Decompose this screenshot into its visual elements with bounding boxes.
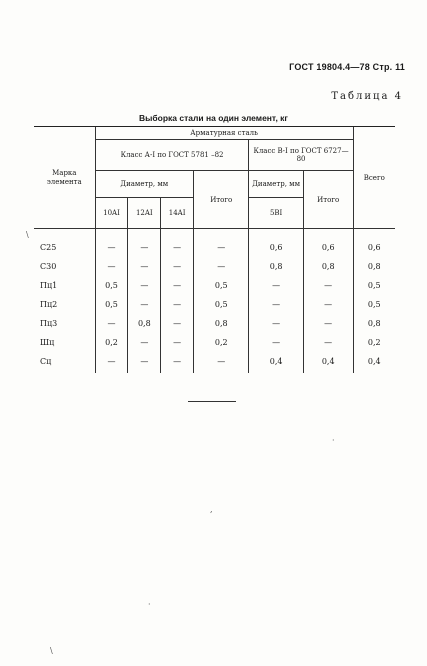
cell-10ai: — [95,314,128,333]
cell-grand-total: 0,5 [353,276,395,295]
cell-14ai: — [161,295,194,314]
header-diam-10ai: 10AI [95,198,128,229]
cell-total-b: — [303,314,353,333]
cell-10ai: 0,5 [95,295,128,314]
header-diam-5bi: 5ВI [249,198,303,229]
header-diam-12ai: 12AI [128,198,161,229]
cell-mark: Пц2 [40,300,58,310]
scan-mark: · [148,600,151,609]
cell-12ai: — [128,229,161,258]
end-rule [188,401,236,402]
cell-14ai: — [161,314,194,333]
cell-14ai: — [161,257,194,276]
table-row [34,314,395,333]
cell-5bi: — [249,314,303,333]
cell-12ai: — [128,276,161,295]
cell-grand-total: 0,8 [353,314,395,333]
header-diameter-b: Диаметр, мм [249,171,303,198]
cell-5bi: — [249,295,303,314]
scan-mark: \ [50,646,53,655]
cell-12ai: 0,8 [128,314,161,333]
cell-14ai: — [161,352,194,373]
cell-total-a: 0,2 [194,333,249,352]
table-number-label: Таблица 4 [331,91,403,102]
header-total-b: Итого [303,171,353,229]
cell-mark: С25 [40,243,57,253]
cell-10ai: — [95,257,128,276]
header-class-a1: Класс А-I по ГОСТ 5781 –82 [95,140,249,171]
cell-14ai: — [161,333,194,352]
table-row [34,257,395,276]
header-total-a: Итого [194,171,249,229]
cell-grand-total: 0,2 [353,333,395,352]
cell-12ai: — [128,352,161,373]
cell-10ai: 0,5 [95,276,128,295]
header-diameter-a: Диаметр, мм [95,171,193,198]
header-diam-14ai: 14AI [161,198,194,229]
cell-mark: Пц3 [40,319,58,329]
header-grand-total: Всего [353,127,395,229]
cell-total-a: — [194,257,249,276]
cell-total-a: 0,5 [194,276,249,295]
table-row [34,295,395,314]
cell-12ai: — [128,257,161,276]
cell-5bi: — [249,276,303,295]
cell-mark: С30 [40,262,57,272]
gost-page-ref: ГОСТ 19804.4—78 Стр. 11 [289,62,405,72]
table-row [34,229,395,258]
cell-grand-total: 0,8 [353,257,395,276]
header-mark: Марка элемента [34,127,95,229]
cell-12ai: — [128,295,161,314]
cell-5bi: 0,8 [249,257,303,276]
cell-grand-total: 0,4 [353,352,395,373]
cell-mark: Сц [40,357,52,367]
cell-total-b: 0,8 [303,257,353,276]
scan-mark: , [210,505,213,514]
header-class-b1: Класс В-I по ГОСТ 6727—80 [249,140,353,171]
cell-10ai: — [95,229,128,258]
cell-10ai: 0,2 [95,333,128,352]
cell-mark: Шц [40,338,55,348]
scan-mark: \ [26,230,29,239]
cell-total-b: 0,4 [303,352,353,373]
table-row [34,333,395,352]
cell-total-b: — [303,276,353,295]
cell-5bi: — [249,333,303,352]
cell-grand-total: 0,5 [353,295,395,314]
cell-total-a: — [194,229,249,258]
cell-14ai: — [161,276,194,295]
scan-mark: · [332,436,335,445]
cell-10ai: — [95,352,128,373]
cell-total-b: — [303,333,353,352]
table-row [34,352,395,373]
cell-total-b: — [303,295,353,314]
cell-grand-total: 0,6 [353,229,395,258]
table-title: Выборка стали на один элемент, кг [139,113,288,123]
cell-total-b: 0,6 [303,229,353,258]
cell-total-a: 0,5 [194,295,249,314]
cell-total-a: 0,8 [194,314,249,333]
table-row [34,276,395,295]
header-steel-group: Арматурная сталь [95,127,353,140]
cell-total-a: — [194,352,249,373]
cell-5bi: 0,6 [249,229,303,258]
cell-5bi: 0,4 [249,352,303,373]
cell-mark: Пц1 [40,281,58,291]
cell-12ai: — [128,333,161,352]
cell-14ai: — [161,229,194,258]
steel-selection-table [34,126,395,373]
